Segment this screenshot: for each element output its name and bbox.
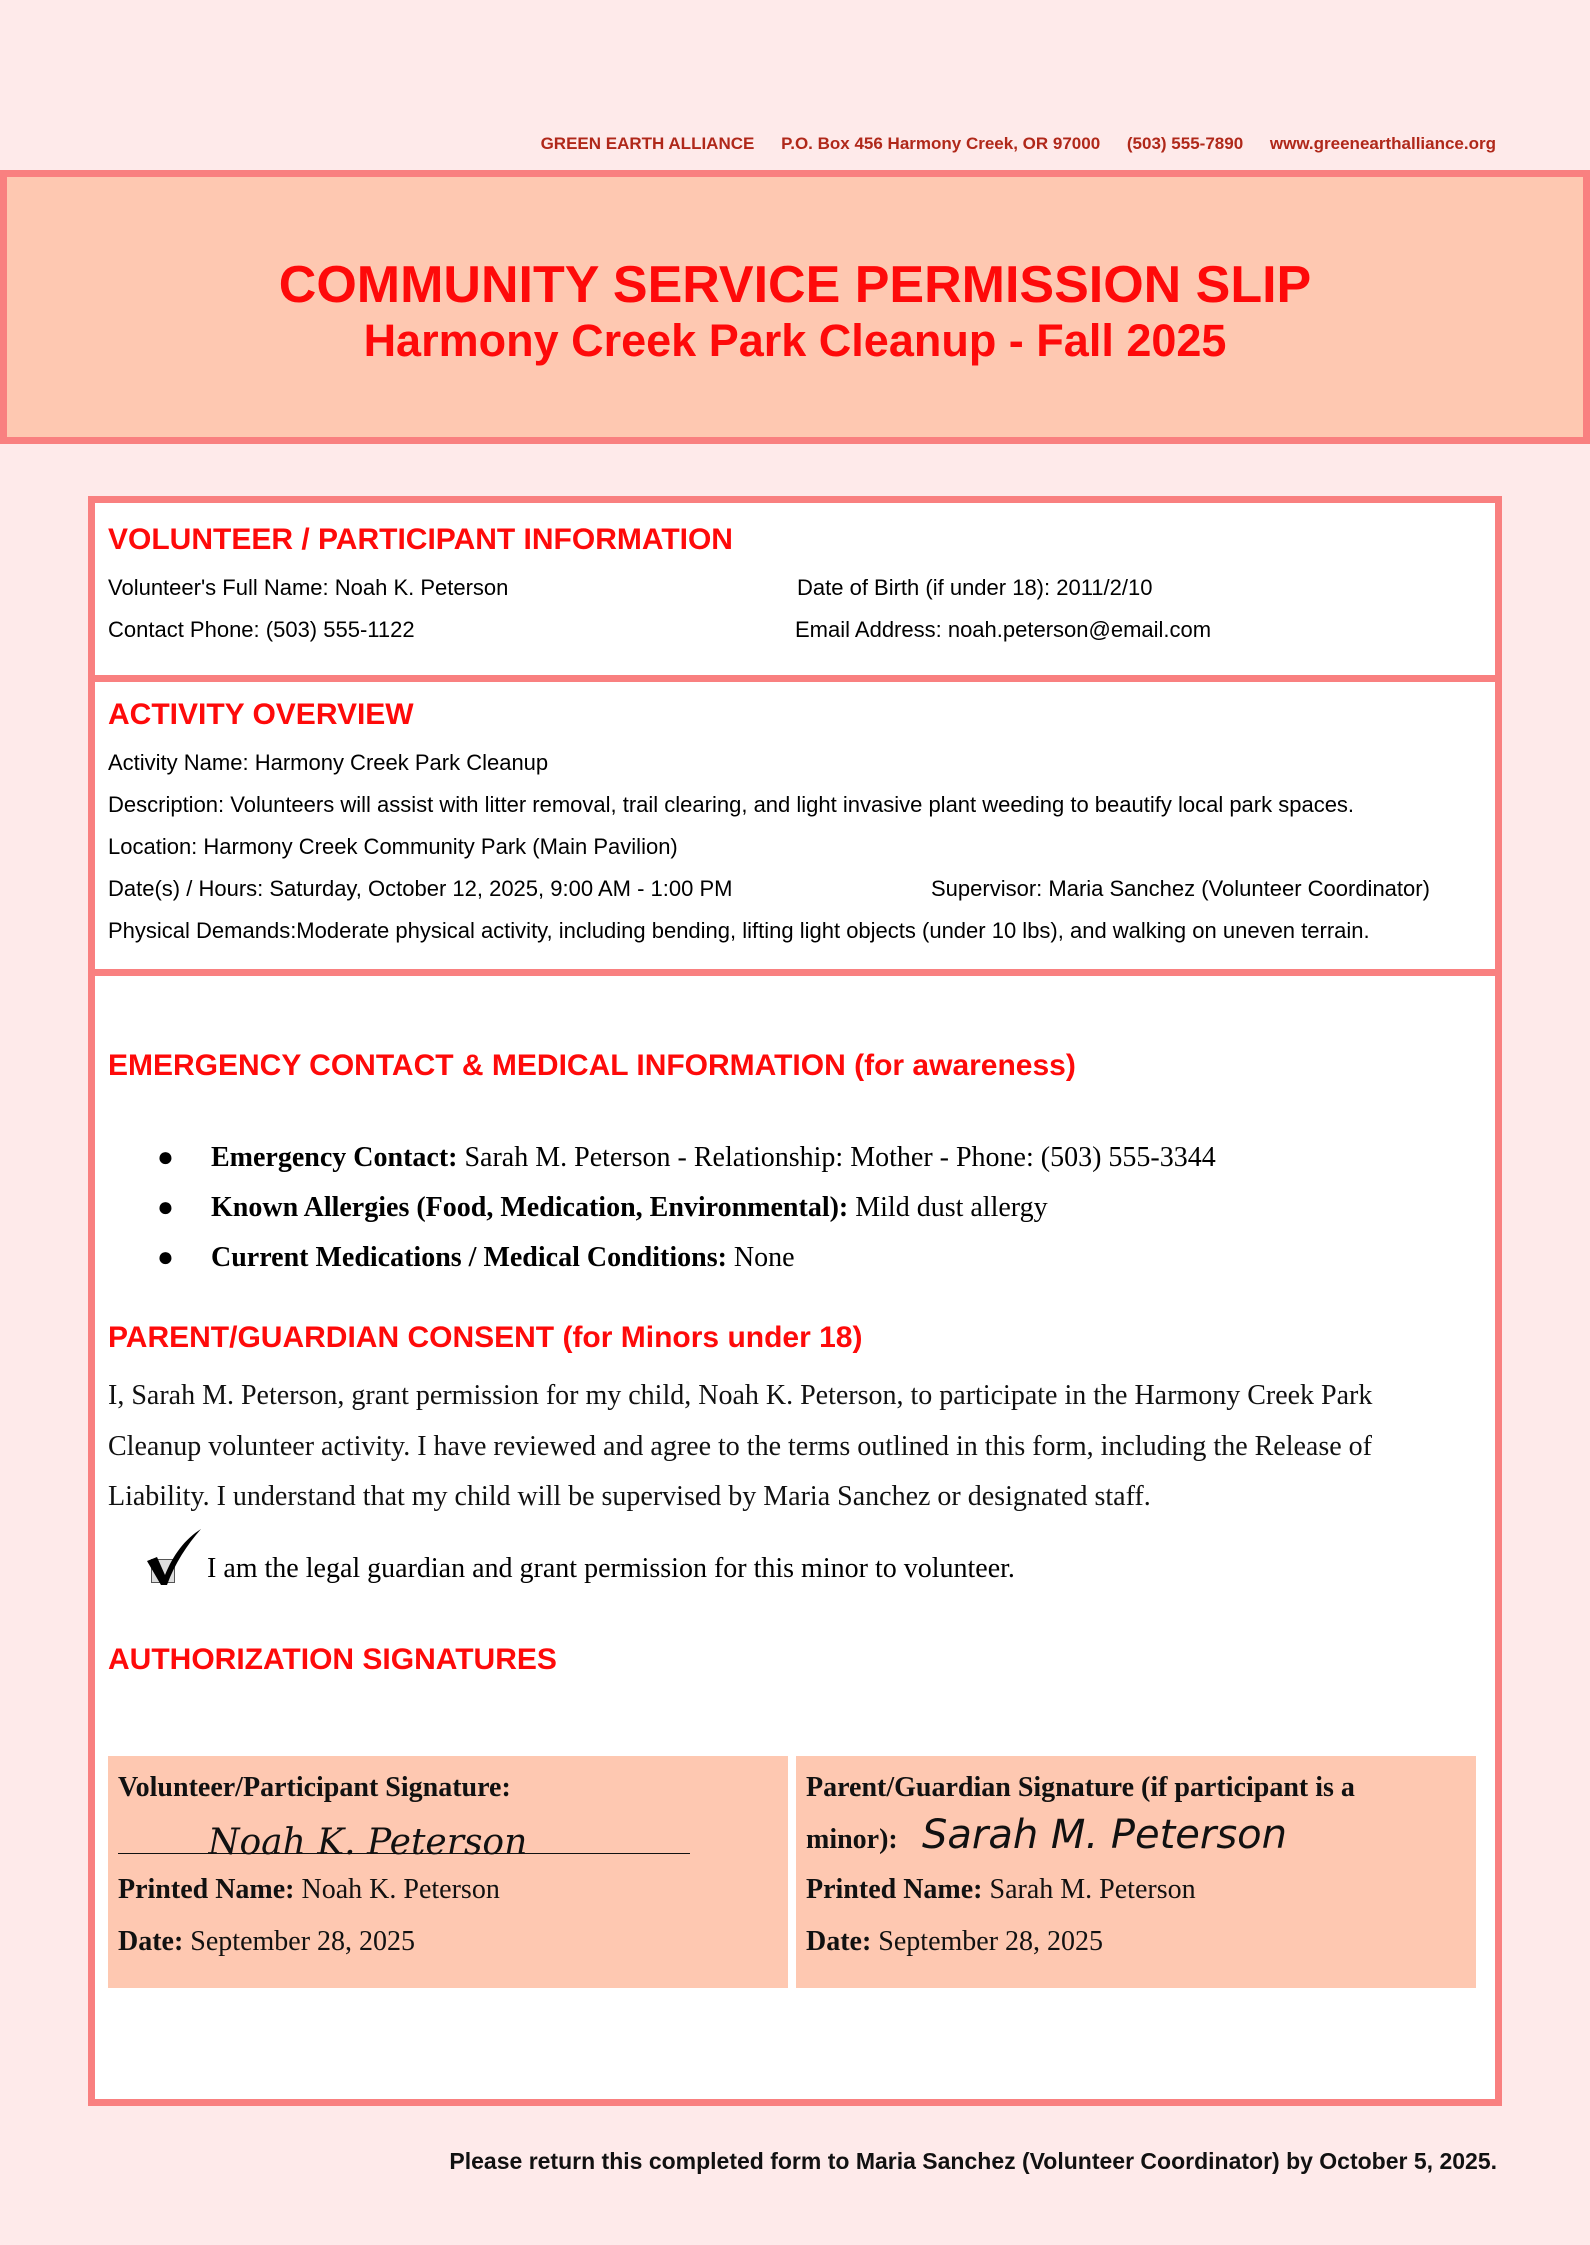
guardian-date: September 28, 2025 — [871, 1926, 1104, 1957]
form-body — [88, 496, 1502, 2106]
consent-line: Cleanup volunteer activity. I have reviewed and agree to the terms outlined in this form, including the Release of — [108, 1430, 1373, 1462]
form-title: COMMUNITY SERVICE PERMISSION SLIP — [278, 256, 1312, 314]
return-instructions: Please return this completed form to Maria Sanchez (Volunteer Coordinator) by October 5, 2025. — [449, 2148, 1497, 2174]
org-website: www.greenearthalliance.org — [1269, 134, 1496, 153]
activity-physical-demands: Physical Demands:Moderate physical activity, including bending, lifting light objects (under 10 lbs), and walking on uneven terrain. — [108, 918, 1370, 943]
date-label: Date: — [118, 1926, 184, 1957]
guardian-signature-label-cont: minor): — [806, 1824, 898, 1855]
medications-value: None — [726, 1242, 795, 1273]
organization-header — [0, 134, 1496, 154]
printed-name-label: Printed Name: — [806, 1874, 983, 1905]
volunteer-phone: Contact Phone: (503) 555-1122 — [108, 617, 415, 642]
medications-label: Current Medications / Medical Conditions: — [211, 1242, 727, 1273]
date-label: Date: — [806, 1926, 872, 1957]
title-banner — [0, 170, 1590, 444]
bullet-icon: ● — [157, 1192, 174, 1223]
activity-description: Description: Volunteers will assist with litter removal, trail clearing, and light invasive plant weeding to beautify local park spaces. — [108, 792, 1355, 817]
volunteer-heading: VOLUNTEER / PARTICIPANT INFORMATION — [108, 523, 733, 556]
consent-line: I, Sarah M. Peterson, grant permission for my child, Noah K. Peterson, to participate in the Harmony Creek Park — [108, 1380, 1373, 1411]
activity-section — [95, 682, 1495, 976]
signatures-heading: AUTHORIZATION SIGNATURES — [108, 1643, 557, 1676]
volunteer-dob: Date of Birth (if under 18): 2011/2/10 — [797, 575, 1153, 600]
org-address: P.O. Box 456 Harmony Creek, OR 97000 — [781, 134, 1101, 153]
consent-line: Liability. I understand that my child will be supervised by Maria Sanchez or designated staff. — [108, 1481, 1151, 1512]
allergies-label: Known Allergies (Food, Medication, Environmental): — [211, 1192, 849, 1223]
allergies-value: Mild dust allergy — [848, 1192, 1048, 1223]
svg-text:Sarah M. Peterson: Sarah M. Peterson — [922, 1812, 1287, 1858]
emergency-contact-value: Sarah M. Peterson - Relationship: Mother - Phone: (503) 555-3344 — [457, 1142, 1216, 1173]
guardian-printed-name: Sarah M. Peterson — [982, 1874, 1196, 1905]
activity-supervisor: Supervisor: Maria Sanchez (Volunteer Coordinator) — [931, 876, 1430, 901]
volunteer-signature-box — [108, 1756, 788, 1988]
volunteer-date: September 28, 2025 — [183, 1926, 416, 1957]
guardian-signature — [922, 1808, 1352, 1866]
emergency-contact-label: Emergency Contact: — [211, 1142, 458, 1173]
volunteer-section — [95, 503, 1495, 682]
activity-location: Location: Harmony Creek Community Park (Main Pavilion) — [108, 834, 678, 859]
svg-text:Noah K. Peterson: Noah K. Peterson — [208, 1822, 528, 1863]
activity-heading: ACTIVITY OVERVIEW — [108, 698, 414, 731]
printed-name-label: Printed Name: — [118, 1874, 295, 1905]
guardian-signature-box — [796, 1756, 1476, 1988]
volunteer-signature-label: Volunteer/Participant Signature: — [118, 1772, 511, 1803]
emergency-heading: EMERGENCY CONTACT & MEDICAL INFORMATION (for awareness) — [108, 1049, 1076, 1082]
volunteer-printed-name: Noah K. Peterson — [294, 1874, 500, 1905]
guardian-signature-label: Parent/Guardian Signature (if participant is a — [806, 1772, 1355, 1803]
form-subtitle: Harmony Creek Park Cleanup - Fall 2025 — [363, 315, 1227, 366]
volunteer-name: Volunteer's Full Name: Noah K. Peterson — [108, 575, 509, 600]
org-phone: (503) 555-7890 — [1126, 134, 1244, 153]
guardian-checkbox-label: I am the legal guardian and grant permission for this minor to volunteer. — [207, 1553, 1015, 1584]
consent-heading: PARENT/GUARDIAN CONSENT (for Minors under 18) — [108, 1321, 863, 1354]
checkmark-icon — [143, 1527, 205, 1589]
volunteer-email: Email Address: noah.peterson@email.com — [795, 617, 1212, 642]
activity-dates: Date(s) / Hours: Saturday, October 12, 2025, 9:00 AM - 1:00 PM — [108, 876, 733, 901]
org-name: GREEN EARTH ALLIANCE — [540, 134, 755, 153]
volunteer-signature — [208, 1814, 608, 1868]
bullet-icon: ● — [157, 1242, 174, 1273]
consent-paragraph — [108, 1371, 1488, 1523]
activity-name: Activity Name: Harmony Creek Park Cleanup — [108, 750, 549, 775]
bullet-icon: ● — [157, 1142, 174, 1173]
